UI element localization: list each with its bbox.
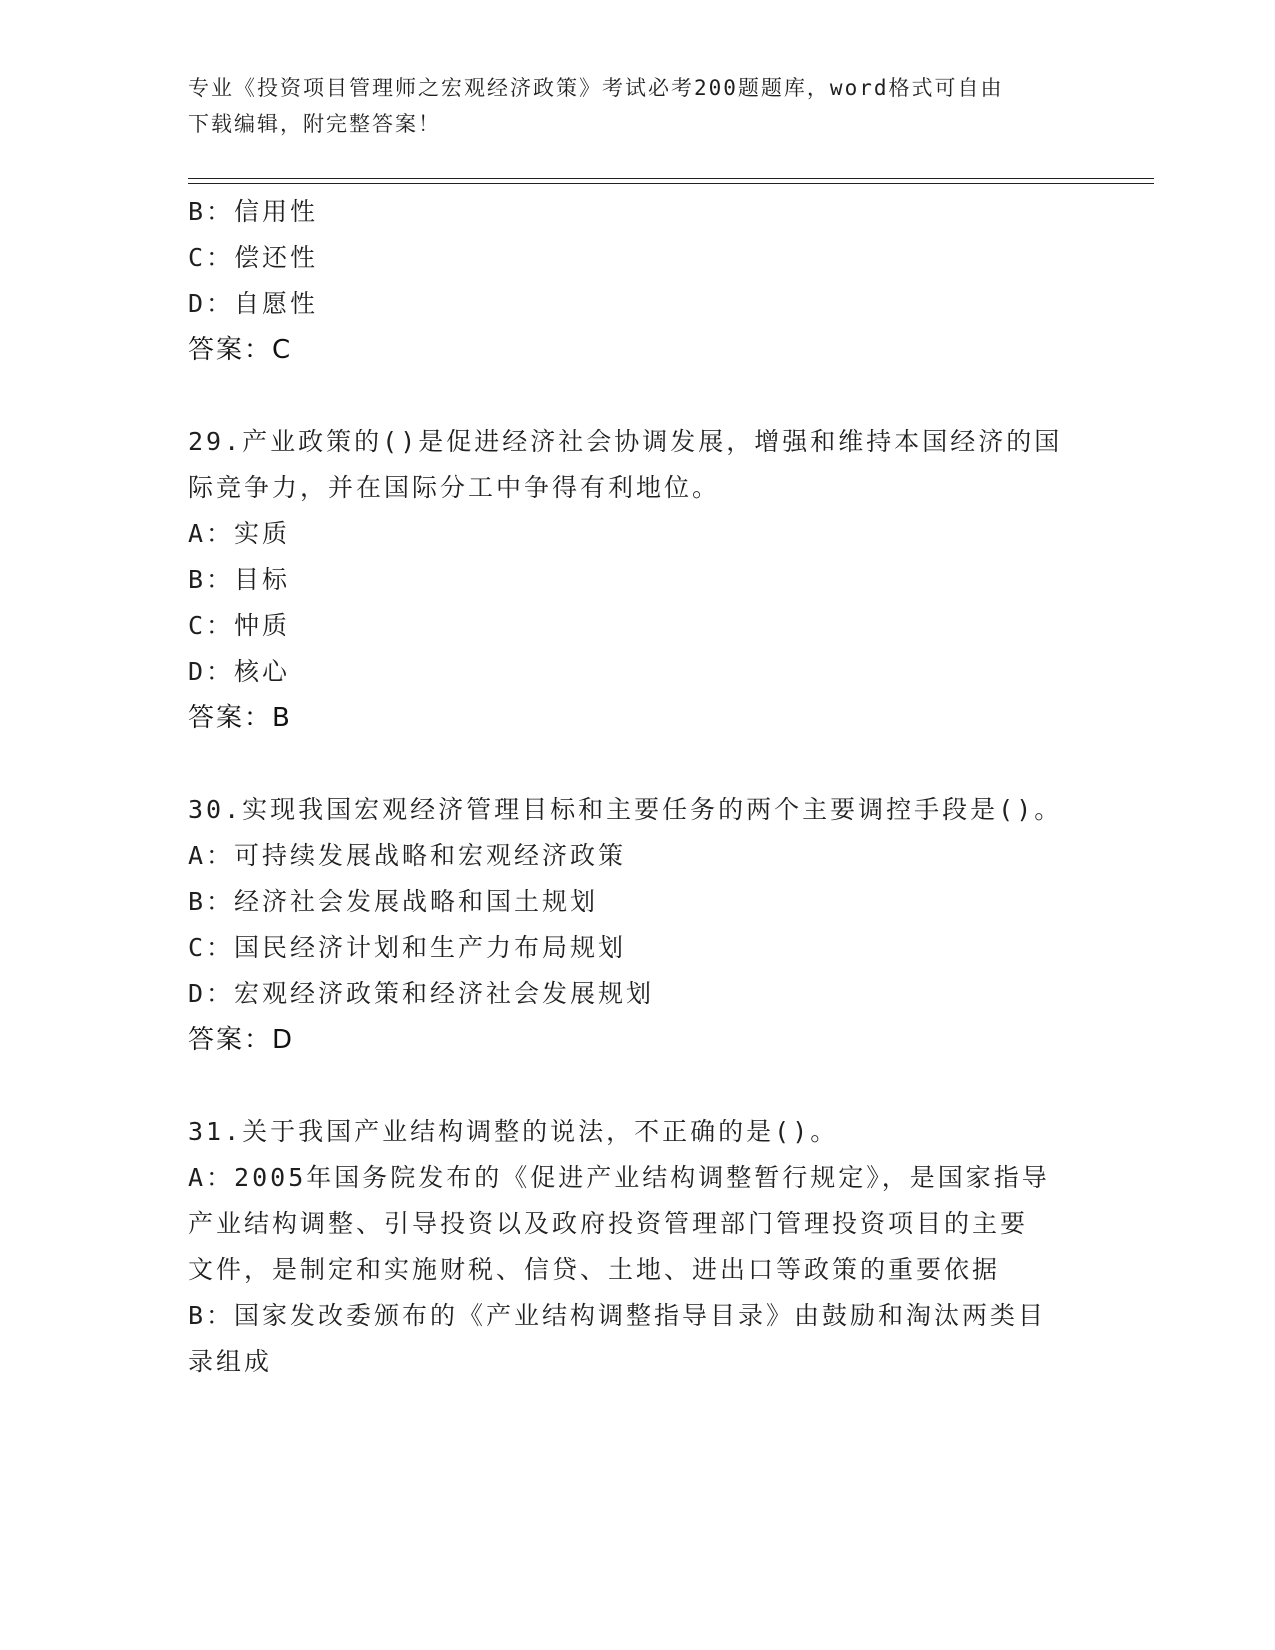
question-29-block bbox=[188, 419, 1088, 741]
question-text-line: 30.实现我国宏观经济管理目标和主要任务的两个主要调控手段是()。 bbox=[188, 795, 1063, 824]
option-b: B：信用性 bbox=[188, 197, 319, 226]
option-d: D：核心 bbox=[188, 657, 291, 686]
option-a-line-2: 产业结构调整、引导投资以及政府投资管理部门管理投资项目的主要 bbox=[188, 1209, 1029, 1238]
option-a: A：实质 bbox=[188, 519, 291, 548]
spacer bbox=[188, 373, 1088, 419]
document-header bbox=[188, 70, 1088, 142]
question-content bbox=[188, 189, 1088, 1385]
option-c: C：忡质 bbox=[188, 611, 291, 640]
option-a-line-3: 文件，是制定和实施财税、信贷、土地、进出口等政策的重要依据 bbox=[188, 1255, 1001, 1284]
option-a: A：可持续发展战略和宏观经济政策 bbox=[188, 841, 627, 870]
option-b-line-2: 录组成 bbox=[188, 1347, 273, 1376]
option-d: D：自愿性 bbox=[188, 289, 319, 318]
option-c: C：国民经济计划和生产力布局规划 bbox=[188, 933, 627, 962]
spacer bbox=[188, 741, 1088, 787]
option-b-line-1: B：国家发改委颁布的《产业结构调整指导目录》由鼓励和淘汰两类目 bbox=[188, 1301, 1047, 1330]
header-divider-top bbox=[188, 178, 1154, 179]
option-d: D：宏观经济政策和经济社会发展规划 bbox=[188, 979, 655, 1008]
header-line-1: 专业《投资项目管理师之宏观经济政策》考试必考200题题库，word格式可自由 bbox=[188, 76, 1004, 100]
option-c: C：偿还性 bbox=[188, 243, 319, 272]
option-a-line-1: A：2005年国务院发布的《促进产业结构调整暂行规定》，是国家指导 bbox=[188, 1163, 1050, 1192]
header-divider-bottom bbox=[188, 183, 1154, 184]
answer-line: 答案：D bbox=[188, 1025, 295, 1055]
question-31-block bbox=[188, 1109, 1088, 1385]
spacer bbox=[188, 1063, 1088, 1109]
header-line-2: 下载编辑，附完整答案！ bbox=[188, 112, 441, 136]
answer-line: 答案：C bbox=[188, 335, 293, 365]
option-b: B：经济社会发展战略和国土规划 bbox=[188, 887, 599, 916]
answer-line: 答案：B bbox=[188, 703, 292, 733]
option-b: B：目标 bbox=[188, 565, 291, 594]
question-28-block bbox=[188, 189, 1088, 373]
question-text-line: 29.产业政策的()是促进经济社会协调发展，增强和维持本国经济的国 bbox=[188, 427, 1063, 456]
question-text-line: 际竞争力，并在国际分工中争得有利地位。 bbox=[188, 473, 721, 502]
question-text-line: 31.关于我国产业结构调整的说法，不正确的是()。 bbox=[188, 1117, 839, 1146]
question-30-block bbox=[188, 787, 1088, 1063]
